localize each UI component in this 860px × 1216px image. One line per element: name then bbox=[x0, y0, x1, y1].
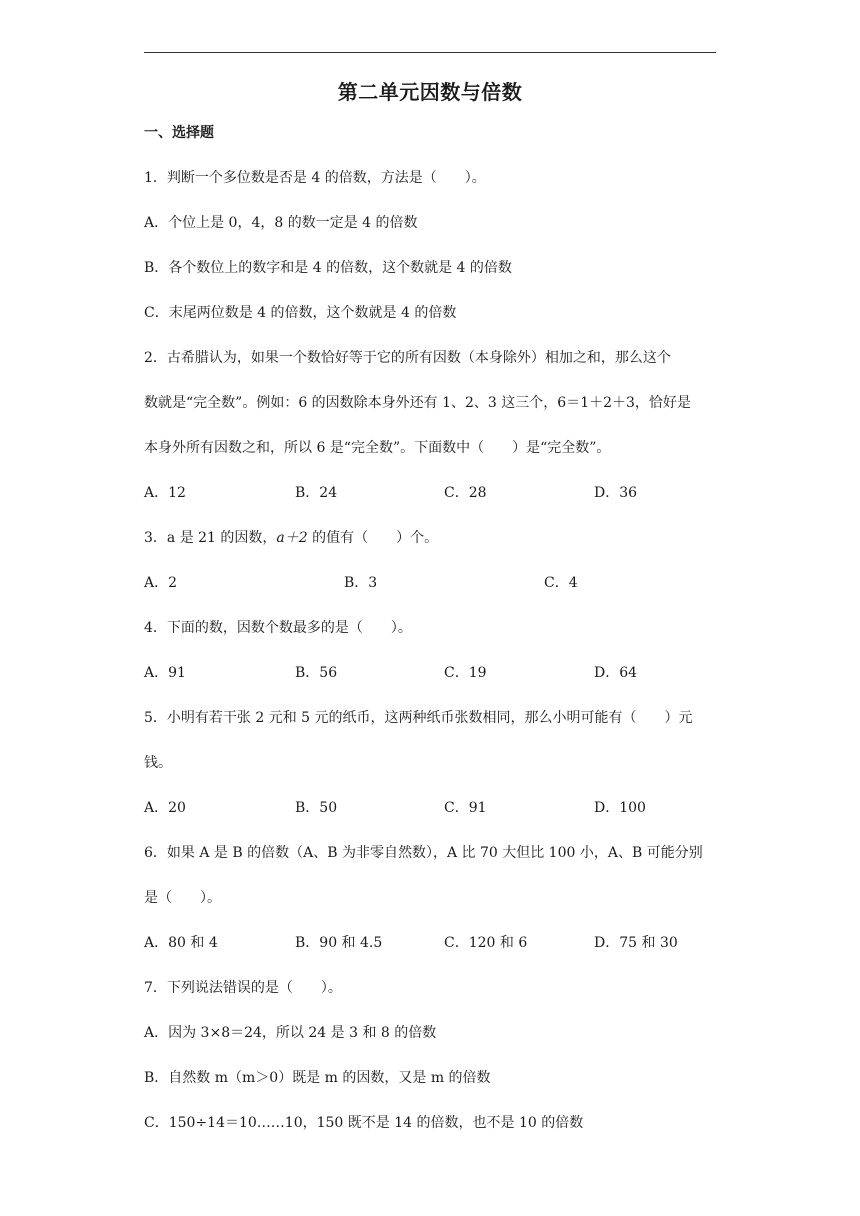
question-6-option-c: C．120 和 6 bbox=[444, 935, 528, 951]
question-3-option-b: B．3 bbox=[344, 575, 378, 591]
question-6-option-b: B．90 和 4.5 bbox=[295, 935, 383, 951]
question-4-option-b: B．56 bbox=[295, 665, 338, 681]
question-3-option-c: C．4 bbox=[544, 575, 578, 591]
question-1-option-b: B．各个数位上的数字和是 4 的倍数，这个数就是 4 的倍数 bbox=[144, 260, 512, 276]
question-3-stem-pre: 3．a 是 21 的因数， bbox=[144, 530, 277, 546]
question-3-option-a: A．2 bbox=[144, 575, 178, 591]
question-2-line-3: 本身外所有因数之和，所以 6 是“完全数”。下面数中（ ）是“完全数”。 bbox=[144, 440, 611, 456]
question-4-option-a: A．91 bbox=[144, 665, 186, 681]
question-7-option-b: B．自然数 m（m＞0）既是 m 的因数，又是 m 的倍数 bbox=[144, 1070, 491, 1086]
question-1-option-c: C．末尾两位数是 4 的倍数，这个数就是 4 的倍数 bbox=[144, 305, 457, 321]
question-1-option-a: A．个位上是 0，4，8 的数一定是 4 的倍数 bbox=[144, 215, 418, 231]
question-4-option-c: C．19 bbox=[444, 665, 487, 681]
question-5-option-a: A．20 bbox=[144, 800, 186, 816]
question-5-option-c: C．91 bbox=[444, 800, 487, 816]
page-title: 第二单元因数与倍数 bbox=[337, 80, 523, 104]
header-rule bbox=[144, 52, 716, 53]
question-6-line-1: 6．如果 A 是 B 的倍数（A、B 为非零自然数），A 比 70 大但比 100 小，A、B 可能分别 bbox=[144, 845, 703, 861]
question-4-option-d: D．64 bbox=[594, 665, 638, 681]
question-6-line-2: 是（ ）。 bbox=[144, 890, 221, 906]
question-4-stem: 4．下面的数，因数个数最多的是（ ）。 bbox=[144, 620, 412, 636]
question-5-line-2: 钱。 bbox=[144, 755, 172, 771]
question-6-option-d: D．75 和 30 bbox=[594, 935, 678, 951]
question-2-option-c: C．28 bbox=[444, 485, 487, 501]
section-heading: 一、选择题 bbox=[144, 125, 214, 141]
question-2-option-d: D．36 bbox=[594, 485, 638, 501]
question-1-stem: 1．判断一个多位数是否是 4 的倍数，方法是（ ）。 bbox=[144, 170, 486, 186]
question-2-option-a: A．12 bbox=[144, 485, 186, 501]
question-7-option-c: C．150÷14＝10……10，150 既不是 14 的倍数，也不是 10 的倍数 bbox=[144, 1115, 584, 1131]
question-3-stem bbox=[144, 528, 438, 548]
question-7-stem: 7．下列说法错误的是（ ）。 bbox=[144, 980, 342, 996]
question-5-option-b: B．50 bbox=[295, 800, 338, 816]
question-3-expression: a＋2 bbox=[276, 530, 308, 546]
question-3-stem-post: 的值有（ ）个。 bbox=[307, 530, 439, 546]
question-2-line-2: 数就是“完全数”。例如：6 的因数除本身外还有 1、2、3 这三个，6＝1＋2＋3，恰好是 bbox=[144, 395, 691, 411]
question-2-line-1: 2．古希腊认为，如果一个数恰好等于它的所有因数（本身除外）相加之和，那么这个 bbox=[144, 350, 671, 366]
question-5-line-1: 5．小明有若干张 2 元和 5 元的纸币，这两种纸币张数相同，那么小明可能有（ ）元 bbox=[144, 710, 693, 726]
question-6-option-a: A．80 和 4 bbox=[144, 935, 218, 951]
question-7-option-a: A．因为 3×8＝24，所以 24 是 3 和 8 的倍数 bbox=[144, 1025, 437, 1041]
question-2-option-b: B．24 bbox=[295, 485, 338, 501]
question-5-option-d: D．100 bbox=[594, 800, 646, 816]
